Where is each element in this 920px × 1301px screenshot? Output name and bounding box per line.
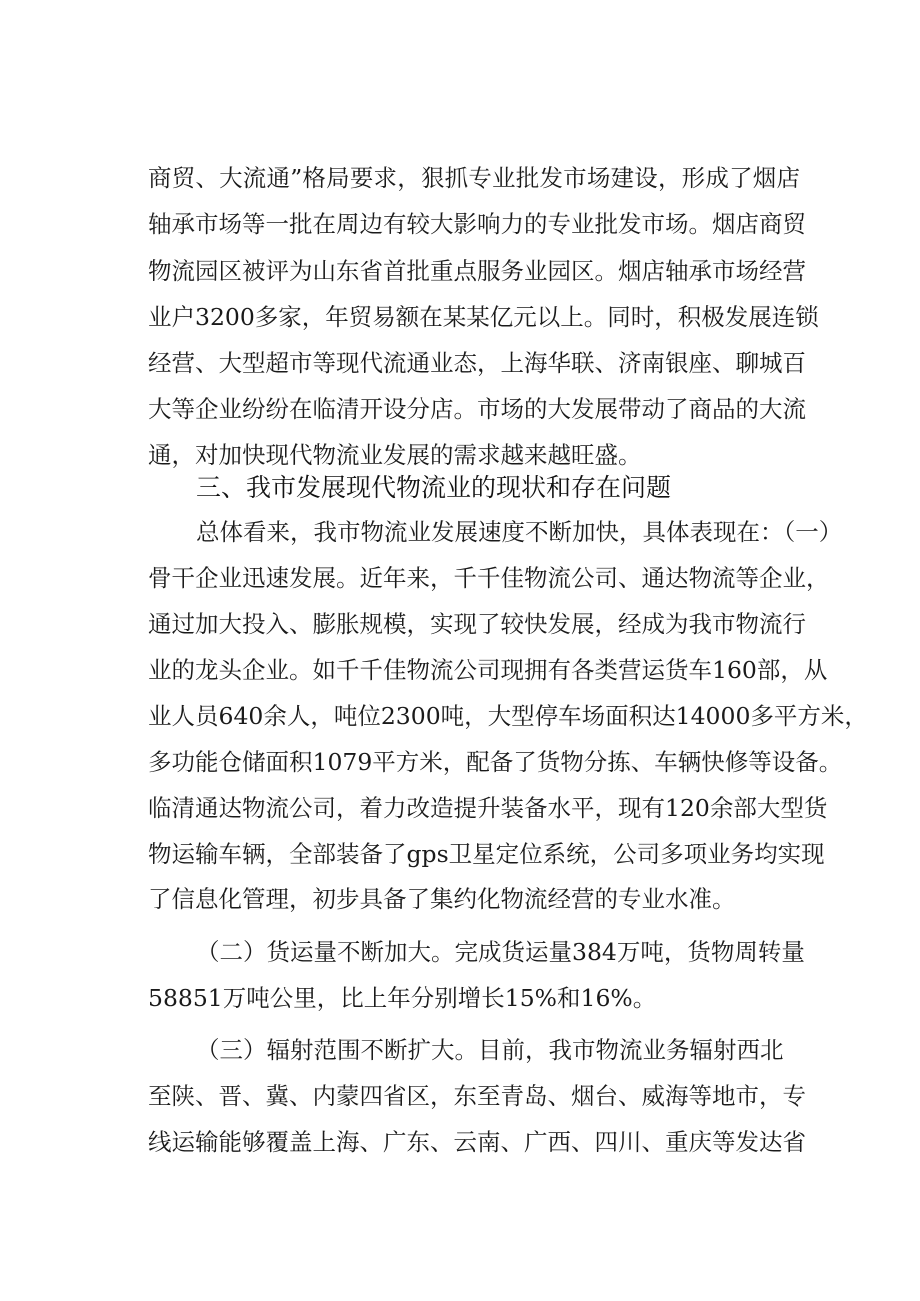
paragraph-line-18: （二）货运量不断加大。完成货运量384万吨，货物周转量 bbox=[196, 938, 805, 966]
paragraph-line-4: 业户3200多家，年贸易额在某某亿元以上。同时，积极发展连锁 bbox=[148, 303, 819, 331]
paragraph-line-19: 58851万吨公里，比上年分别增长15%和16%。 bbox=[148, 984, 657, 1012]
paragraph-line-6: 大等企业纷纷在临清开设分店。市场的大发展带动了商品的大流 bbox=[148, 395, 806, 423]
paragraph-line-14: 多功能仓储面积1079平方米，配备了货物分拣、车辆快修等设备。 bbox=[148, 748, 843, 776]
section-heading: 三、我市发展现代物流业的现状和存在问题 bbox=[196, 473, 672, 502]
paragraph-line-9: 总体看来，我市物流业发展速度不断加快，具体表现在：（一） bbox=[196, 518, 843, 546]
paragraph-line-21: 至陕、晋、冀、内蒙四省区，东至青岛、烟台、威海等地市，专 bbox=[148, 1082, 806, 1110]
paragraph-line-16: 物运输车辆，全部装备了gps卫星定位系统，公司多项业务均实现 bbox=[148, 840, 825, 868]
paragraph-line-1: 商贸、大流通”格局要求，狠抓专业批发市场建设，形成了烟店 bbox=[148, 164, 800, 192]
paragraph-line-20: （三）辐射范围不断扩大。目前，我市物流业务辐射西北 bbox=[196, 1036, 784, 1064]
paragraph-line-17: 了信息化管理，初步具备了集约化物流经营的专业水准。 bbox=[148, 885, 736, 913]
paragraph-line-12: 业的龙头企业。如千千佳物流公司现拥有各类营运货车160部，从 bbox=[148, 656, 828, 684]
paragraph-line-2: 轴承市场等一批在周边有较大影响力的专业批发市场。烟店商贸 bbox=[148, 210, 806, 238]
paragraph-line-3: 物流园区被评为山东省首批重点服务业园区。烟店轴承市场经营 bbox=[148, 257, 806, 285]
paragraph-line-7: 通，对加快现代物流业发展的需求越来越旺盛。 bbox=[148, 441, 642, 469]
paragraph-line-5: 经营、大型超市等现代流通业态，上海华联、济南银座、聊城百 bbox=[148, 349, 806, 377]
paragraph-line-22: 线运输能够覆盖上海、广东、云南、广西、四川、重庆等发达省 bbox=[148, 1128, 806, 1156]
paragraph-line-11: 通过加大投入、膨胀规模，实现了较快发展，经成为我市物流行 bbox=[148, 610, 806, 638]
paragraph-line-15: 临清通达物流公司，着力改造提升装备水平，现有120余部大型货 bbox=[148, 794, 828, 822]
paragraph-line-13: 业人员640余人，吨位2300吨，大型停车场面积达14000多平方米， bbox=[148, 702, 868, 730]
paragraph-line-10: 骨干企业迅速发展。近年来，千千佳物流公司、通达物流等企业， bbox=[148, 564, 830, 592]
